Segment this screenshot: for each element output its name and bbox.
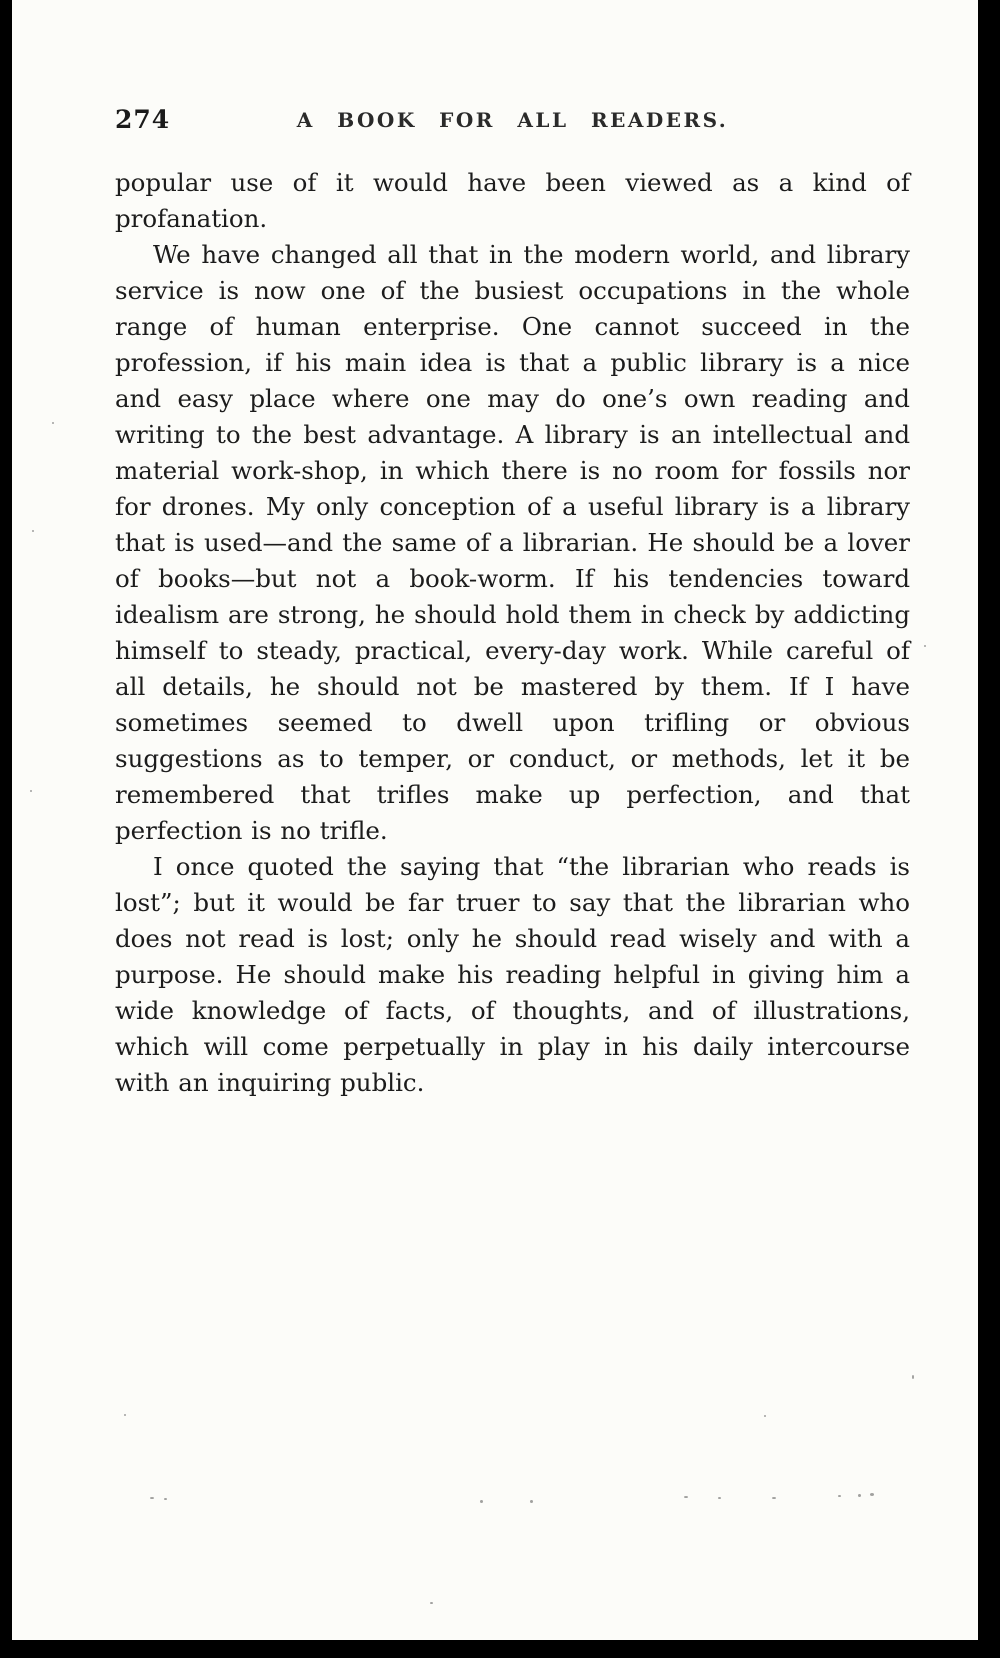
scan-speckle	[924, 645, 926, 647]
scan-speckle	[164, 1498, 167, 1500]
body-text	[115, 165, 910, 1101]
scan-speckle	[150, 1497, 154, 1499]
page-content	[115, 0, 910, 1101]
running-header: A BOOK FOR ALL READERS.	[296, 108, 729, 132]
scan-speckle	[480, 1500, 483, 1503]
scan-speckle	[912, 1375, 914, 1379]
scan-speckle	[772, 1497, 776, 1499]
scan-speckle	[684, 1496, 688, 1498]
paragraph: I once quoted the saying that “the librarian who reads is lost”; but it would be far truer to say that the librarian who does not read is lost; only he should read wisely and with a purpose. He should make his reading helpful in giving him a wide knowledge of facts, of thoughts, and of illustrations, which will come perpetually in play in his daily intercourse with an inquiring public.	[115, 852, 910, 1097]
scan-speckle	[838, 1495, 841, 1497]
scan-speckle	[870, 1493, 874, 1496]
scan-speckle	[52, 422, 54, 424]
scan-speckle	[764, 1415, 766, 1417]
scan-edge-left	[0, 0, 12, 1658]
paragraph: popular use of it would have been viewed as a kind of profanation.	[115, 168, 910, 233]
paper-surface	[12, 0, 978, 1640]
scan-edge-bottom	[0, 1640, 1000, 1658]
scan-speckle	[530, 1500, 533, 1503]
scan-speckle	[32, 530, 34, 532]
scan-speckle	[30, 790, 32, 792]
scan-speckle	[858, 1494, 861, 1497]
page-number: 274	[115, 105, 171, 134]
scan-speckle	[124, 1414, 126, 1416]
scan-speckle	[718, 1497, 721, 1499]
page-header	[115, 105, 910, 137]
scan-speckle	[430, 1602, 433, 1604]
paragraph: We have changed all that in the modern world, and library service is now one of the busiest occupations in the whole range of human enterprise. One cannot succeed in the profession, if his main idea is that a public library is a nice and easy place where one may do one’s own reading and writing to the best advantage. A library is an intellectual and material work-shop, in which there is no room for fossils nor for drones. My only conception of a useful library is a library that is used—and the same of a librarian. He should be a lover of books—but not a book-worm. If his tendencies toward idealism are strong, he should hold them in check by addicting himself to steady, practical, every-day work. While careful of all details, he should not be mastered by them. If I have sometimes seemed to dwell upon trifling or obvious suggestions as to temper, or conduct, or methods, let it be remembered that trifles make up perfection, and that perfection is no trifle.	[115, 240, 910, 845]
scan-edge-right	[978, 0, 1000, 1658]
